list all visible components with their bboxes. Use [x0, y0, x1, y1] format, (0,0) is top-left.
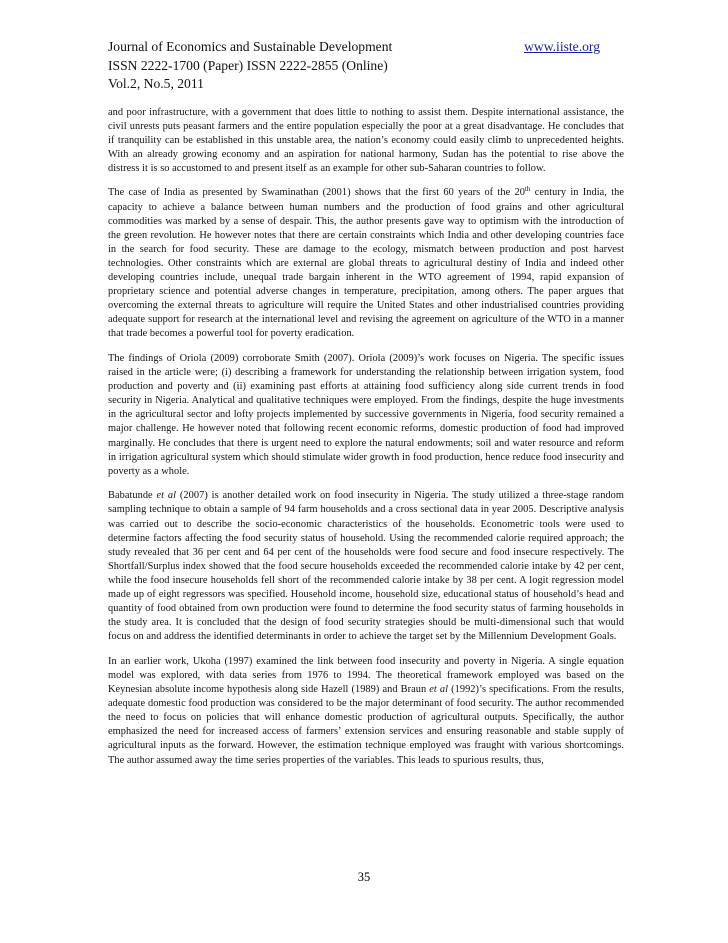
paragraph-1: and poor infrastructure, with a government that does little to nothing to assist them. Despite international assistance, the civil unrests puts peasant farmers and the entire population especially the poor at a great disadvantage. He concludes that if tranquility can be established in this unstable area, the nation’s economy could easily climb to unprecedented heights. With an already growing economy and an aspiration for national harmony, Sudan has the potential to rise above the distress it is so accustomed to and present itself as an example for other sub-Saharan countries to follow.	[108, 106, 624, 174]
et-al-italic: et al	[429, 684, 449, 696]
paragraph-4: Babatunde et al (2007) is another detailed work on food insecurity in Nigeria. The study utilized a three-stage random sampling technique to obtain a sample of 94 farm households and a cross sectional data in year 2005. Descriptive analysis was carried out to describe the socio-economic characteristics of the households. Econometric tools were used to determine factors affecting the food security status of household. Using the recommended calorie required approach; the study revealed that 36 per cent and 64 per cent of the households were food secure and food insecure respectively. The Shortfall/Surplus index showed that the food secure households exceeded the recommended calorie intake by 42 per cent, while the food insecure households fell short of the recommended calorie intake by 38 per cent. A logit regression model made up of eight regressors was specified. Household income, household size, educational status of household’s head and quantity of food obtained from own production were found to determine the food security status of farming households in the study area. It is concluded that the design of food security strategies should be multi-dimensional such that would focus on and address the identified determinants in order to achieve the target set by the Millennium Development Goals.	[108, 490, 624, 643]
page-number: 35	[357, 870, 371, 884]
article-body	[108, 106, 624, 768]
page-header	[108, 38, 624, 94]
document-page	[108, 38, 624, 778]
journal-url-link[interactable]: www.iiste.org	[524, 39, 600, 54]
journal-title: Journal of Economics and Sustainable Development	[108, 39, 393, 54]
paragraph-2: The case of India as presented by Swaminathan (2001) shows that the first 60 years of the 20th century in India, the capacity to achieve a balance between human numbers and the production of food grains and other agricultural commodities was marked by a sense of despair. This, the author presents gave way to optimism with the introduction of the green revolution. He however notes that there are certain constraints which India and other developing countries face in the search for food security. These are damage to the ecology, mismatch between production and post harvest technologies. Other constraints which are external are global threats to agricultural destiny of India and indeed other developing countries include, unequal trade bargain inherent in the WTO agreement of 1994, rapid expansion of proprietary science and potential adverse changes in temperature, precipitation, among others. The paper argues that overcoming the external threats to agriculture will require the United States and other industrialised countries providing adequate support for research at the international level and revising the agreement on agriculture of the WTO in a manner that trade becomes a powerful tool for poverty eradication.	[108, 185, 624, 340]
et-al-italic: et al	[156, 490, 177, 502]
paragraph-5: In an earlier work, Ukoha (1997) examined the link between food insecurity and poverty in Nigeria. A single equation model was explored, with data series from 1976 to 1994. The theoretical framework employed was based on the Keynesian absolute income hypothesis along side Hazell (1989) and Braun et al (1992)’s specifications. From the results, adequate domestic food production was considered to be the major determinant of food security. The author recommended the need to focus on policies that will enhance domestic production of agricultural outputs. Specifically, the author emphasized the need for increased access of farmers’ extension services and ensuring reasonable and stable supply of agricultural inputs as the forward. However, the estimation technique employed was fraught with various shortcomings. The author assumed away the time series properties of the variables. This leads to spurious results, thus,	[108, 655, 624, 766]
volume-line: Vol.2, No.5, 2011	[108, 76, 204, 91]
issn-line: ISSN 2222-1700 (Paper) ISSN 2222-2855 (Online)	[108, 57, 388, 73]
superscript-th: th	[524, 185, 531, 194]
paragraph-3: The findings of Oriola (2009) corroborate Smith (2007). Oriola (2009)’s work focuses on Nigeria. The specific issues raised in the article were; (i) describing a framework for understanding the relationship between irrigation system, food production and poverty and (ii) examining past efforts at attaining food sufficiency along side current trends in food security in Nigeria. Analytical and qualitative techniques were employed. From the findings, despite the huge investments in the agricultural sector and lofty projects implemented by successive governments in Nigeria, food security remained a major challenge. He however noted that following recent economic reforms, domestic production of food had improved marginally. He concludes that there is urgent need to explore the natural endowments; soil and water resource and reform in irrigation agricultural system which should stimulate wider growth in food production, hence reduce food insecurity and poverty as a whole.	[108, 353, 624, 477]
